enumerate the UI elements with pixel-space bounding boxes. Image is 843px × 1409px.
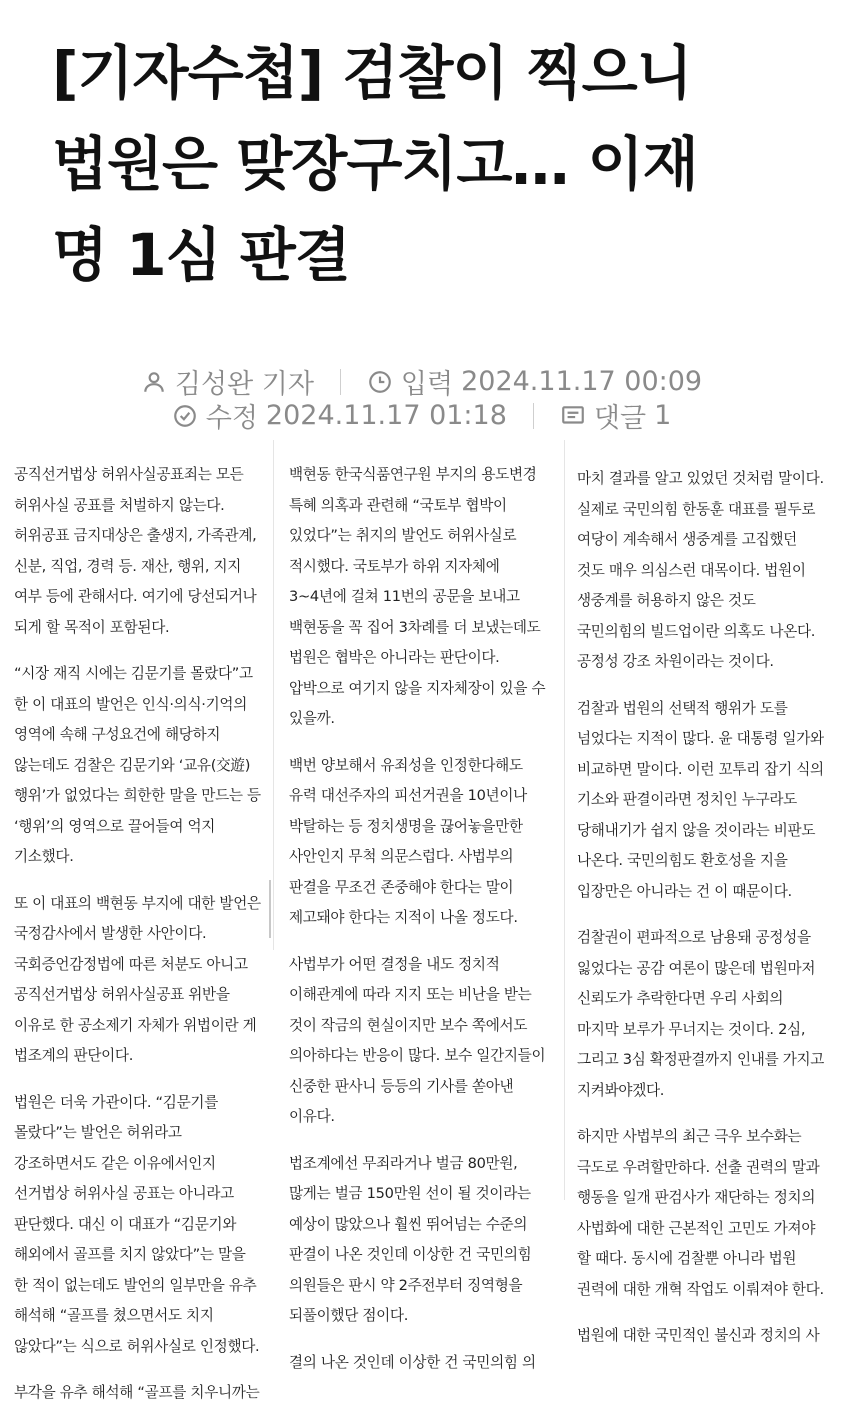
paragraph: 또 이 대표의 백현동 부지에 대한 발언은 국정감사에서 발생한 사안이다. 국회증언감정법에 따른 처분도 아니고 공직선거법상 허위사실공표 위반을 이유로 한 공소제기 자체가 위법이란 게 법조계의 판단이다. xyxy=(14,894,261,1064)
headline-line: 명 1심 판결 xyxy=(52,221,350,289)
paragraph: 부각을 유추 해석해 “골프를 치우니까는 xyxy=(14,1384,260,1401)
comments-count: 1 xyxy=(654,400,672,431)
paragraph: 결의 나온 것인데 이상한 건 국민의힘 의 xyxy=(289,1353,536,1371)
clock-icon xyxy=(367,369,393,395)
paragraph: 법원에 대한 국민적인 불신과 정치의 사 xyxy=(577,1327,820,1344)
comments-link[interactable] xyxy=(560,396,671,435)
paragraph: 백현동 한국식품연구원 부지의 용도변경 특혜 의혹과 관련해 “국토부 협박이 있었다”는 취지의 발언도 허위사실로 적시했다. 국토부가 하위 지자체에 3~4년에 걸쳐 11번의 공문을 보내고 백현동을 꼭 집어 3차례를 더 보냈는데도 법원은 협박은 아니라는 판단이다. 압박으로 여기지 않을 지자체장이 있을 수 있을까. xyxy=(289,466,546,727)
person-icon xyxy=(141,369,167,395)
published-label: 입력 xyxy=(400,369,454,400)
paragraph: “시장 재직 시에는 김문기를 몰랐다”고 한 이 대표의 발언은 인식·의식·기억의 영역에 속해 구성요건에 해당하지 않는데도 검찰은 김문기와 ‘교유(交遊) 행위’가 없었다는 희한한 말을 만드는 등 ‘행위’의 영역으로 끌어들여 억지 기소했다. xyxy=(14,665,261,865)
article-headline xyxy=(52,28,822,301)
paragraph: 법조계에선 무죄라거나 벌금 80만원, 많게는 벌금 150만원 선이 될 것이라는 예상이 많았으나 훨씬 뛰어넘는 수준의 판결이 나온 것인데 이상한 건 국민의힘 의원들은 판시 약 2주전부터 징역형을 되풀이했단 점이다. xyxy=(289,1154,532,1324)
divider xyxy=(533,403,534,429)
headline-line: 법원은 맞장구치고… 이재 xyxy=(52,130,698,198)
byline-row-2 xyxy=(0,396,843,435)
headline-line: [기자수첩] 검찰이 찍으니 xyxy=(52,39,692,107)
comments-label: 댓글 xyxy=(593,403,647,434)
author-name: 김성완 기자 xyxy=(174,369,314,400)
paragraph: 마치 결과를 알고 있었던 것처럼 말이다. 실제로 국민의힘 한동훈 대표를 필두로 여당이 계속해서 생중계를 고집했던 것도 매우 의심스런 대목이다. 법원이 생중계를 허용하지 않은 것도 국민의힘의 빌드업이란 의혹도 나온다. 공정성 강조 차원이라는 것이다. xyxy=(577,470,824,670)
article-body xyxy=(0,448,843,1401)
modified-value: 2024.11.17 01:18 xyxy=(265,400,507,431)
paragraph: 법원은 더욱 가관이다. “김문기를 몰랐다”는 발언은 허위라고 강조하면서도 같은 이유에서인지 선거법상 허위사실 공표는 아니라고 판단했다. 대신 이 대표가 “김문기와 해외에서 골프를 치지 않았다”는 말을 한 적이 없는데도 발언의 일부만을 유추 해석해 “골프를 쳤으면서도 치지 않았다”는 식으로 허위사실로 인정했다. xyxy=(14,1093,260,1355)
paragraph: 백번 양보해서 유죄성을 인정한다해도 유력 대선주자의 피선거권을 10년이나 박탈하는 등 정치생명을 끊어놓을만한 사안인지 무척 의문스럽다. 사법부의 판결을 무조건 존중해야 한다는 말이 제고돼야 한다는 지적이 나올 정도다. xyxy=(289,756,527,926)
modified-time xyxy=(172,396,507,435)
paragraph: 검찰권이 편파적으로 남용돼 공정성을 잃었다는 공감 여론이 많은데 법원마저 신뢰도가 추락한다면 우리 사회의 마지막 보루가 무너지는 것이다. 2심, 그리고 3심 확정판결까지 인내를 가지고 지켜봐야겠다. xyxy=(577,929,825,1099)
divider xyxy=(340,369,341,395)
check-circle-icon xyxy=(172,403,198,429)
modified-label: 수정 xyxy=(205,403,258,434)
article-column-1 xyxy=(14,460,262,1401)
published-value: 2024.11.17 00:09 xyxy=(461,366,703,397)
comment-icon xyxy=(560,403,586,429)
paragraph: 사법부가 어떤 결정을 내도 정치적 이해관계에 따라 지지 또는 비난을 받는 것이 작금의 현실이지만 보수 쪽에서도 의아하다는 반응이 많다. 보수 일간지들이 신중한 판사니 등등의 기사를 쏟아낸 이유다. xyxy=(289,955,546,1125)
paragraph: 하지만 사법부의 최근 극우 보수화는 극도로 우려할만하다. 선출 권력의 말과 행동을 일개 판검사가 재단하는 정치의 사법화에 대한 근본적인 고민도 가져야 할 때다. 동시에 검찰뿐 아니라 법원 권력에 대한 개혁 작업도 이뤄져야 한다. xyxy=(577,1128,824,1298)
article-column-2 xyxy=(289,460,551,1371)
paragraph: 공직선거법상 허위사실공표죄는 모든 허위사실 공표를 처벌하지 않는다. 허위공표 금지대상은 출생지, 가족관계, 신분, 직업, 경력 등. 재산, 행위, 지지 여부 등에 관해서다. 여기에 당선되거나 되게 할 목적이 포함된다. xyxy=(14,466,257,636)
article-column-3 xyxy=(577,464,827,1344)
paragraph: 검찰과 법원의 선택적 행위가 도를 넘었다는 지적이 많다. 윤 대통령 일가와 비교하면 말이다. 이런 꼬투리 잡기 식의 기소와 판결이라면 정치인 누구라도 당해내기가 쉽지 않을 것이라는 비판도 나온다. 국민의힘도 환호성을 지을 입장만은 아니라는 건 이 때문이다. xyxy=(577,699,824,900)
